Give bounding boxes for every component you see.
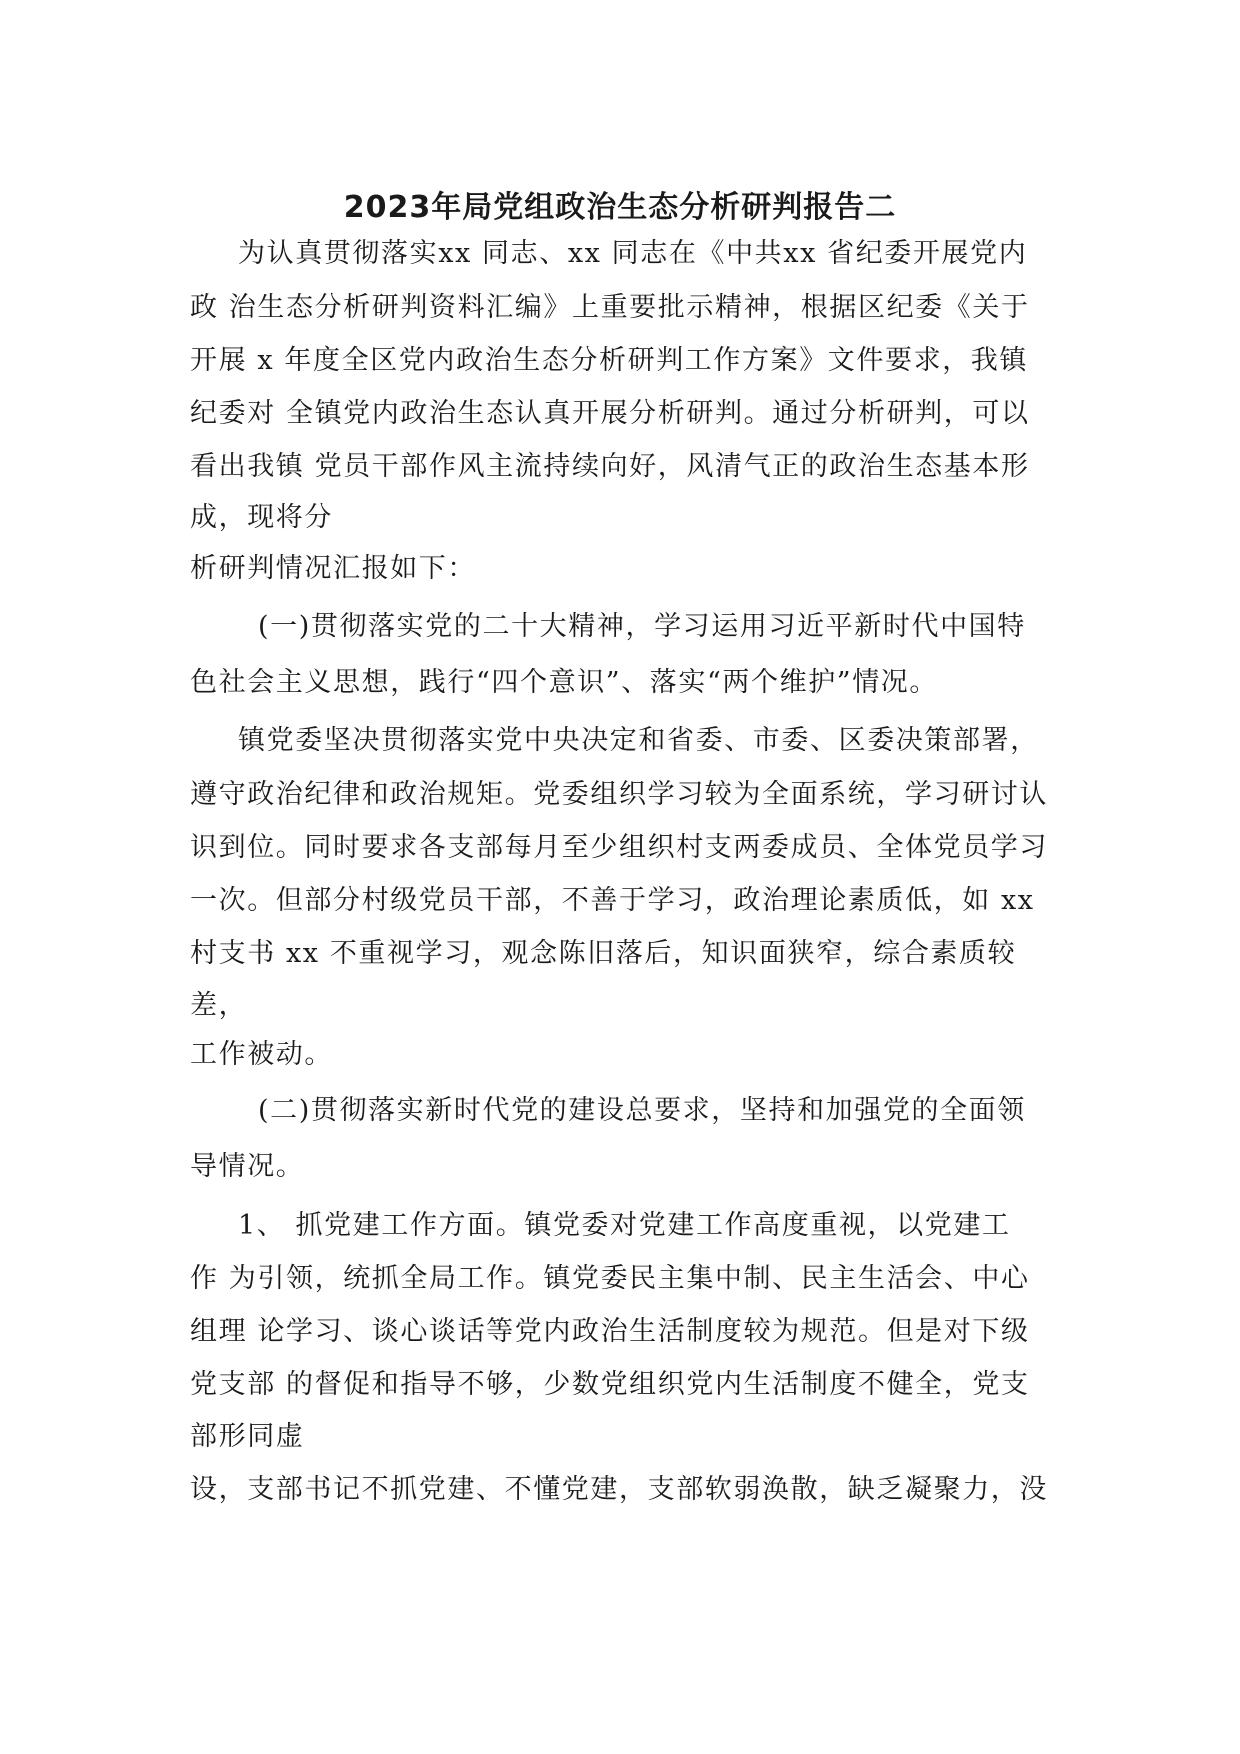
paragraph-line: 一次。但部分村级党员干部，不善于学习，政治理论素质低，如 xx	[190, 885, 1035, 916]
section-heading-line: (一)贯彻落实党的二十大精神，学习运用习近平新时代中国特	[258, 611, 1026, 642]
section-heading-line: (二)贯彻落实新时代党的建设总要求，坚持和加强党的全面领	[258, 1095, 1026, 1126]
paragraph-line: 组理 论学习、谈心谈话等党内政治生活制度较为规范。但是对下级	[190, 1316, 1030, 1347]
paragraph-line: 作 为引领，统抓全局工作。镇党委民主集中制、民主生活会、中心	[190, 1263, 1030, 1294]
paragraph-line: 设，支部书记不抓党建、不懂党建，支部软弱涣散，缺乏凝聚力，没	[190, 1474, 1048, 1505]
paragraph-line: 遵守政治纪律和政治规矩。党委组织学习较为全面系统，学习研讨认	[190, 779, 1048, 810]
paragraph-line: 村支书 xx 不重视学习，观念陈旧落后，知识面狭窄，综合素质较	[190, 938, 1017, 969]
paragraph-line: 工作被动。	[190, 1039, 333, 1070]
paragraph-line: 党支部 的督促和指导不够，少数党组织党内生活制度不健全，党支	[190, 1369, 1030, 1400]
paragraph-line: 为认真贯彻落实xx 同志、xx 同志在《中共xx 省纪委开展党内	[238, 238, 1028, 269]
paragraph-line: 1、 抓党建工作方面。镇党委对党建工作高度重视，以党建工	[238, 1210, 1011, 1241]
section-heading-line: 色社会主义思想，践行“四个意识”、落实“两个维护”情况。	[190, 667, 939, 698]
paragraph-line: 开展 x 年度全区党内政治生态分析研判工作方案》文件要求，我镇	[190, 345, 1028, 376]
paragraph-line: 纪委对 全镇党内政治生态认真开展分析研判。通过分析研判，可以	[190, 398, 1030, 429]
document-title: 2023年局党组政治生态分析研判报告二	[343, 190, 897, 225]
paragraph-line: 看出我镇 党员干部作风主流持续向好，风清气正的政治生态基本形	[190, 451, 1030, 482]
paragraph-line: 镇党委坚决贯彻落实党中央决定和省委、市委、区委决策部署，	[238, 725, 1039, 756]
paragraph-line: 差，	[190, 990, 248, 1021]
section-heading-line: 导情况。	[190, 1151, 305, 1182]
paragraph-line: 识到位。同时要求各支部每月至少组织村支两委成员、全体党员学习	[190, 832, 1048, 863]
paragraph-line: 政 治生态分析研判资料汇编》上重要批示精神，根据区纪委《关于	[190, 292, 1030, 323]
paragraph-line: 部形同虚	[190, 1421, 305, 1452]
paragraph-line: 成，现将分	[190, 502, 333, 533]
paragraph-line: 析研判情况汇报如下：	[190, 553, 476, 584]
